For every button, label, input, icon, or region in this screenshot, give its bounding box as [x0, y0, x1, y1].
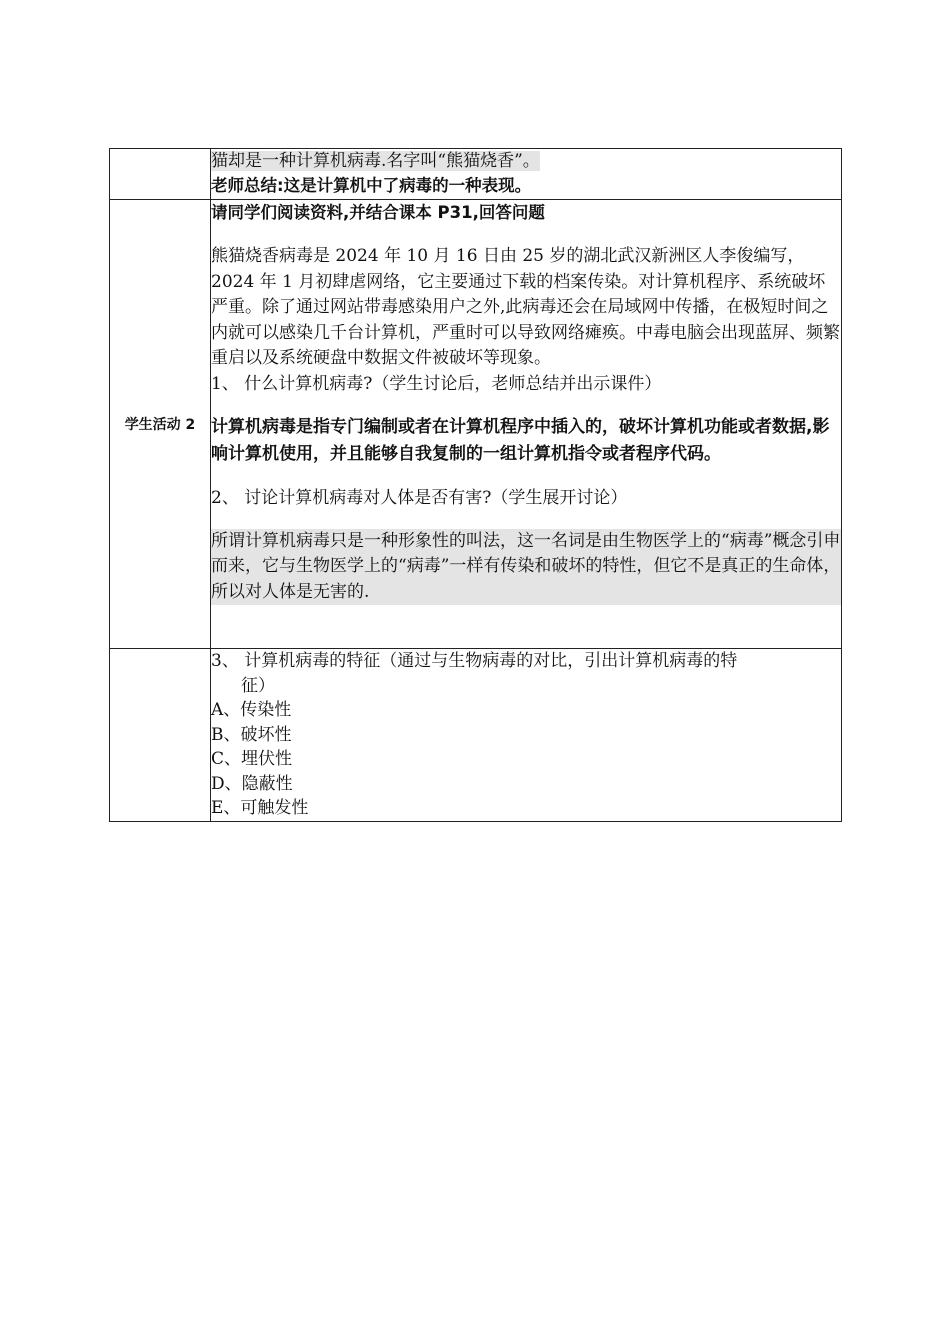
- row-content-cell: [211, 149, 842, 200]
- question-1: 1、 什么计算机病毒?（学生讨论后，老师总结并出示课件）: [211, 373, 662, 394]
- table-row: [110, 200, 842, 649]
- list-item: A、传染性: [211, 700, 292, 720]
- question-2: 2、 讨论计算机病毒对人体是否有害?（学生展开讨论）: [211, 488, 628, 508]
- reading-heading: 请同学们阅读资料,并结合课本 P31,回答问题: [211, 203, 545, 222]
- question-3: 3、 计算机病毒的特征（通过与生物病毒的对比，引出计算机病毒的特: [211, 651, 738, 671]
- list-item: B、破坏性: [211, 724, 292, 745]
- table-row: [110, 149, 842, 200]
- list-item: C、埋伏性: [211, 749, 293, 769]
- row-content-cell: [211, 649, 842, 822]
- table-row: [110, 649, 842, 822]
- lesson-table: [109, 148, 842, 822]
- row-label: 学生活动 2: [124, 417, 196, 433]
- row-label-cell: [110, 200, 211, 649]
- row-label-cell: [110, 149, 211, 200]
- question-3-continuation: 征）: [241, 675, 275, 696]
- answer-2: 所谓计算机病毒只是一种形象性的叫法，这一名词是由生物医学上的“病毒”概念引申而来，它与生物医学上的“病毒”一样有传染和破坏的特性，但它不是真正的生命体，所以对人体是无害的.: [211, 529, 841, 606]
- reading-passage: 熊猫烧香病毒是 2024 年 10 月 16 日由 25 岁的湖北武汉新洲区人李俊编写，2024 年 1 月初肆虐网络，它主要通过下载的档案传染。对计算机程序、系统破坏严重。除了通过网站带毒感染用户之外,此病毒还会在局域网中传播，在极短时间之内就可以感染几千台计算机，严重时可以导致网络瘫痪。中毒电脑会出现蓝屏、频繁重启以及系统硬盘中数据文件被破坏等现象。: [211, 246, 840, 368]
- row-label-cell: [110, 649, 211, 822]
- list-item: D、隐蔽性: [211, 773, 293, 794]
- list-item: E、可触发性: [211, 798, 309, 818]
- answer-1: 计算机病毒是指专门编制或者在计算机程序中插入的，破坏计算机功能或者数据,影响计算机使用，并且能够自我复制的一组计算机指令或者程序代码。: [211, 417, 830, 464]
- row-content-cell: [211, 200, 842, 649]
- intro-text: 猫却是一种计算机病毒.名字叫“熊猫烧香”。: [211, 151, 540, 171]
- teacher-summary: 老师总结:这是计算机中了病毒的一种表现。: [211, 175, 532, 195]
